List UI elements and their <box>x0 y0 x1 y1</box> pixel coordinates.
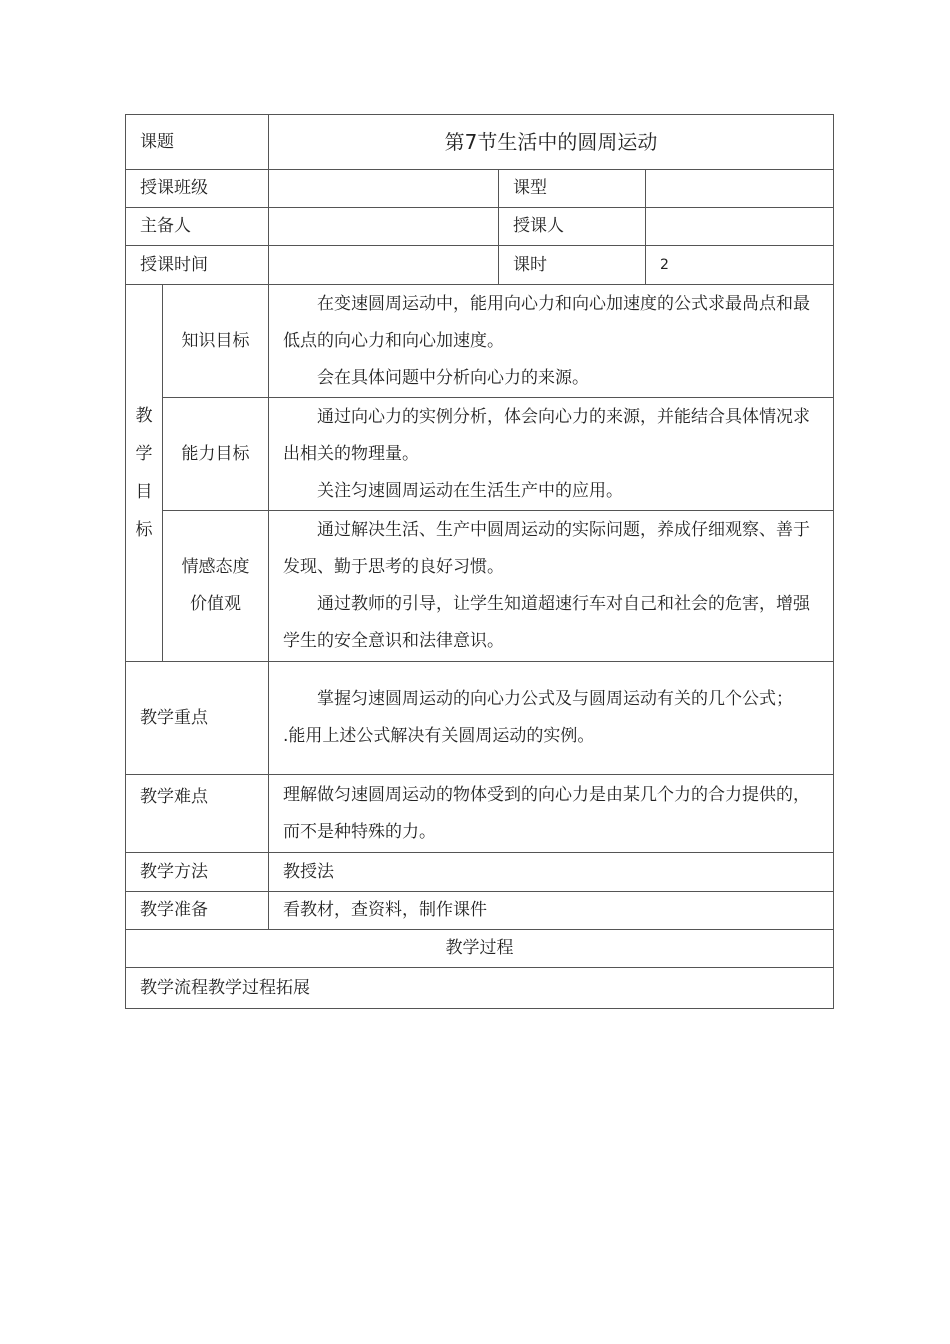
process-heading: 教学过程 <box>126 930 834 968</box>
process-columns: 教学流程教学过程拓展 <box>126 968 834 1009</box>
emotion-objective-row <box>126 511 834 662</box>
difficulties-label: 教学难点 <box>126 775 269 853</box>
preparer-label: 主备人 <box>126 208 269 246</box>
key-points-label: 教学重点 <box>126 662 269 775</box>
preparer-row <box>126 208 834 246</box>
knowledge-objective-paragraph: 在变速圆周运动中，能用向心力和向心加速度的公式求最咼点和最低点的向心力和向心加速度。 <box>283 293 810 351</box>
time-value <box>269 246 499 285</box>
difficulties-content: 理解做匀速圆周运动的物体受到的向心力是由某几个力的合力提供的，而不是种特殊的力。 <box>269 775 834 853</box>
objectives-label <box>126 285 163 662</box>
key-points-paragraph: .能用上述公式解决有关圆周运动的实例。 <box>283 726 595 746</box>
lesson-type-value <box>646 170 834 208</box>
emotion-label-line: 情感态度 <box>181 557 250 577</box>
ability-objective-paragraph: 通过向心力的实例分析，体会向心力的来源，并能结合具体情况求出相关的物理量。 <box>283 406 810 464</box>
knowledge-objective-row <box>126 285 834 398</box>
emotion-label-line: 价值观 <box>190 594 241 614</box>
objectives-label-char: 学 <box>135 444 153 464</box>
time-label: 授课时间 <box>126 246 269 285</box>
objectives-label-char: 教 <box>135 406 153 426</box>
objectives-label-char: 目 <box>135 482 153 502</box>
ability-objective-paragraph: 关注匀速圆周运动在生活生产中的应用。 <box>317 480 623 501</box>
preparation-value: 看教材，查资料，制作课件 <box>269 892 834 930</box>
key-points-paragraph: 掌握匀速圆周运动的向心力公式及与圆周运动有关的几个公式； <box>317 689 793 709</box>
preparation-row <box>126 892 834 930</box>
key-points-content <box>269 662 834 775</box>
knowledge-objective-content <box>269 285 834 398</box>
ability-objective-content <box>269 398 834 511</box>
emotion-objective-label <box>163 511 269 662</box>
topic-row <box>126 115 834 170</box>
lesson-title: 第7节生活中的圆周运动 <box>269 115 834 170</box>
process-columns-row <box>126 968 834 1009</box>
method-label: 教学方法 <box>126 853 269 892</box>
preparation-label: 教学准备 <box>126 892 269 930</box>
emotion-objective-paragraph: 通过教师的引导，让学生知道超速行车对自己和社会的危害，增强学生的安全意识和法律意识。 <box>283 594 810 651</box>
difficulties-row <box>126 775 834 853</box>
ability-objective-row <box>126 398 834 511</box>
topic-label: 课题 <box>126 115 269 170</box>
lesson-plan-table <box>125 114 834 1009</box>
method-row <box>126 853 834 892</box>
method-value: 教授法 <box>269 853 834 892</box>
class-value <box>269 170 499 208</box>
emotion-objective-paragraph: 通过解决生活、生产中圆周运动的实际问题，养成仔细观察、善于发现、勤于思考的良好习惯。 <box>283 520 810 577</box>
objectives-label-char: 标 <box>135 520 153 540</box>
ability-objective-label: 能力目标 <box>163 398 269 511</box>
hours-value: 2 <box>646 246 834 285</box>
knowledge-objective-label: 知识目标 <box>163 285 269 398</box>
knowledge-objective-paragraph: 会在具体问题中分析向心力的来源。 <box>317 367 589 388</box>
process-heading-row <box>126 930 834 968</box>
class-label: 授课班级 <box>126 170 269 208</box>
time-row <box>126 246 834 285</box>
class-row <box>126 170 834 208</box>
teacher-label: 授课人 <box>499 208 646 246</box>
preparer-value <box>269 208 499 246</box>
lesson-type-label: 课型 <box>499 170 646 208</box>
teacher-value <box>646 208 834 246</box>
emotion-objective-content <box>269 511 834 662</box>
key-points-row <box>126 662 834 775</box>
hours-label: 课时 <box>499 246 646 285</box>
